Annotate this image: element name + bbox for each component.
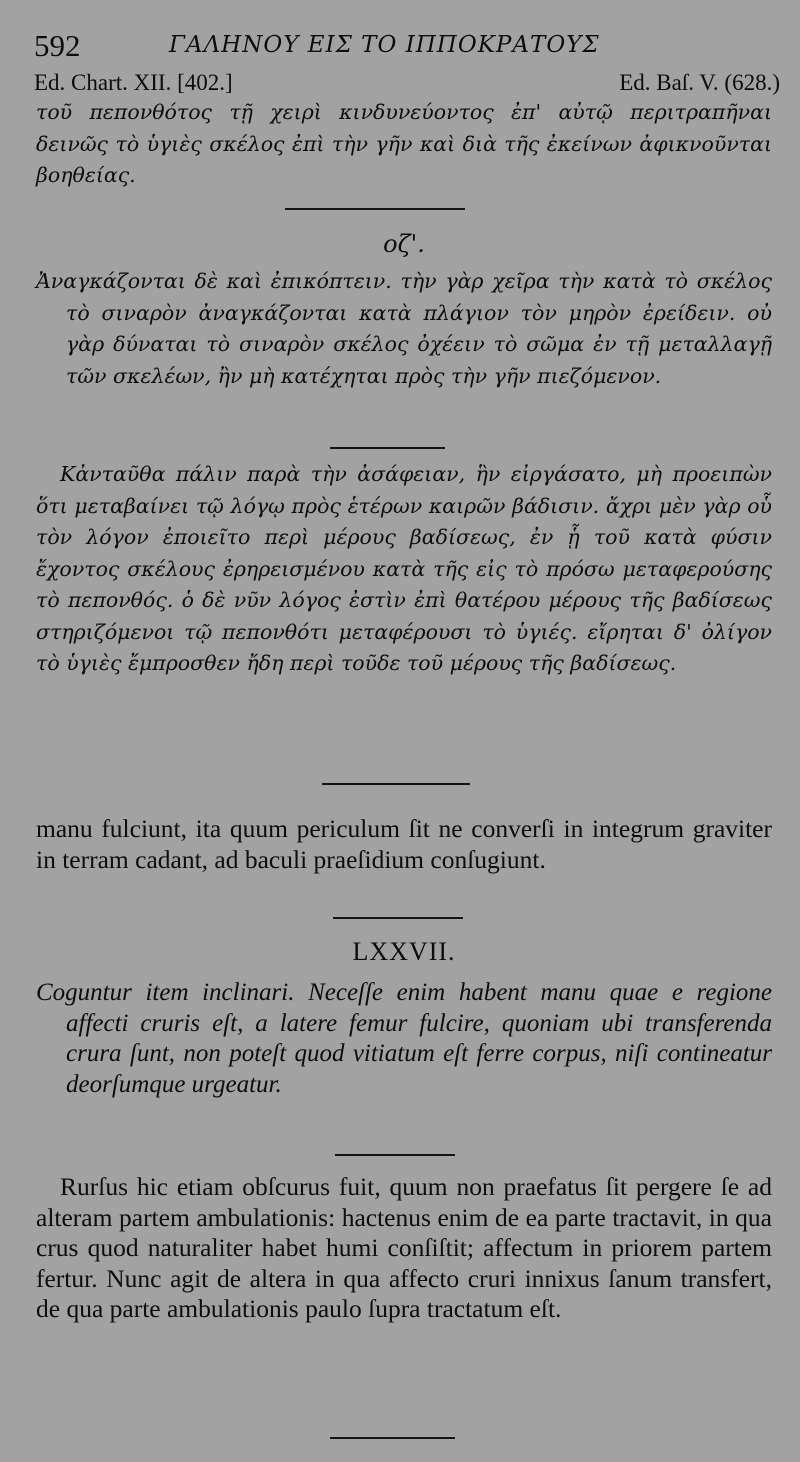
latin-commentary: Rurſus hic etiam obſcurus fuit, quum non praefatus ſit pergere ſe ad alteram partem ambulationis: hactenus enim de ea parte tractavit, in qua crus quod naturaliter habet humi conſiſtit; affectum in priorem partem fertur. Nunc agit de altera in qua affecto cruri innixus ſanum transfert, de qua parte ambulationis paulo ſupra tractatum eſt. [36,1172,772,1323]
latin-section-heading-block [36,937,772,971]
section-divider-rule [285,208,465,210]
edition-reference-left: Ed. Chart. XII. [402.] [34,70,233,95]
latin-lemma: Coguntur item inclinari. Neceſſe enim habent manu quae e regione affecti cruris eſt, a latere femur fulcire, quoniam ubi transferenda crura ſunt, non poteſt quod vitiatum eſt ferre corpus, niſi contineatur deorſumque urgeatur. [36,979,772,1098]
section-divider-rule-latin [333,917,463,919]
greek-commentary: Κἀνταῦθα πάλιν παρὰ τὴν ἀσάφειαν, ἣν εἰργάσατο, μὴ προειπὼν ὅτι μεταβαίνει τῷ λόγῳ πρὸς ἑτέρων καιρῶν βάδισιν. ἄχρι μὲν γὰρ οὗ τὸν λόγον ἐποιεῖτο περὶ μέρους βαδίσεως, ἐν ᾗ τοῦ κατὰ φύσιν ἔχοντος σκέλους ἐρηρεισμένου κατὰ τῆς εἰς τὸ πρόσω μεταφερούσης τὸ πεπονθός. ὁ δὲ νῦν λόγος ἐστὶν ἐπὶ θατέρου μέρους τῆς βαδίσεως στηριζόμενοι τῷ πεπονθότι μεταφέρουσι τὸ ὑγιές. εἴρηται δ' ὀλίγον τὸ ὑγιὲς ἔμπροσθεν ἤδη περὶ τοῦδε τοῦ μέρους τῆς βαδίσεως. [36,462,772,675]
latin-section-number: LXXVII. [352,937,456,966]
lemma-divider-rule [330,447,445,449]
page-number: 592 [34,28,81,63]
running-head: ΓΑΛΗΝΟΥ ΕΙΣ ΤΟ ΙΠΠΟΚΡΑΤΟΥΣ [169,32,600,58]
greek-section-heading-block [36,230,772,262]
latin-continuation: manu fulciunt, ita quum periculum ſit ne converſi in integrum graviter in terram cadant, ad baculi praeſidium conſugiunt. [36,814,772,874]
language-divider-rule [322,783,470,785]
lemma-divider-rule-latin [335,1154,455,1156]
greek-lemma: Ἀναγκάζονται δὲ καὶ ἐπικόπτειν. τὴν γὰρ χεῖρα τὴν κατὰ τὸ σκέλος τὸ σιναρὸν ἀναγκάζονται κατὰ πλάγιον τὸν μηρὸν ἐρείδειν. οὐ γὰρ δύναται τὸ σιναρὸν σκέλος ὀχέειν τὸ σῶμα ἐν τῇ μεταλλαγῇ τῶν σκελέων, ἢν μὴ κατέχηται πρὸς τὴν γῆν πιεζόμενον. [36,269,772,388]
greek-continuation: τοῦ πεπονθότος τῇ χειρὶ κινδυνεύοντος ἐπ' αὐτῷ περιτραπῆναι δεινῶς τὸ ὑγιὲς σκέλος ἐπὶ τὴν γῆν καὶ διὰ τῆς ἐκείνων ἀφικνοῦνται βοηθείας. [36,100,772,187]
greek-section-number: οζ'. [383,230,425,258]
edition-reference-right: Ed. Baſ. V. (628.) [619,70,780,95]
bottom-divider-rule [330,1437,455,1439]
